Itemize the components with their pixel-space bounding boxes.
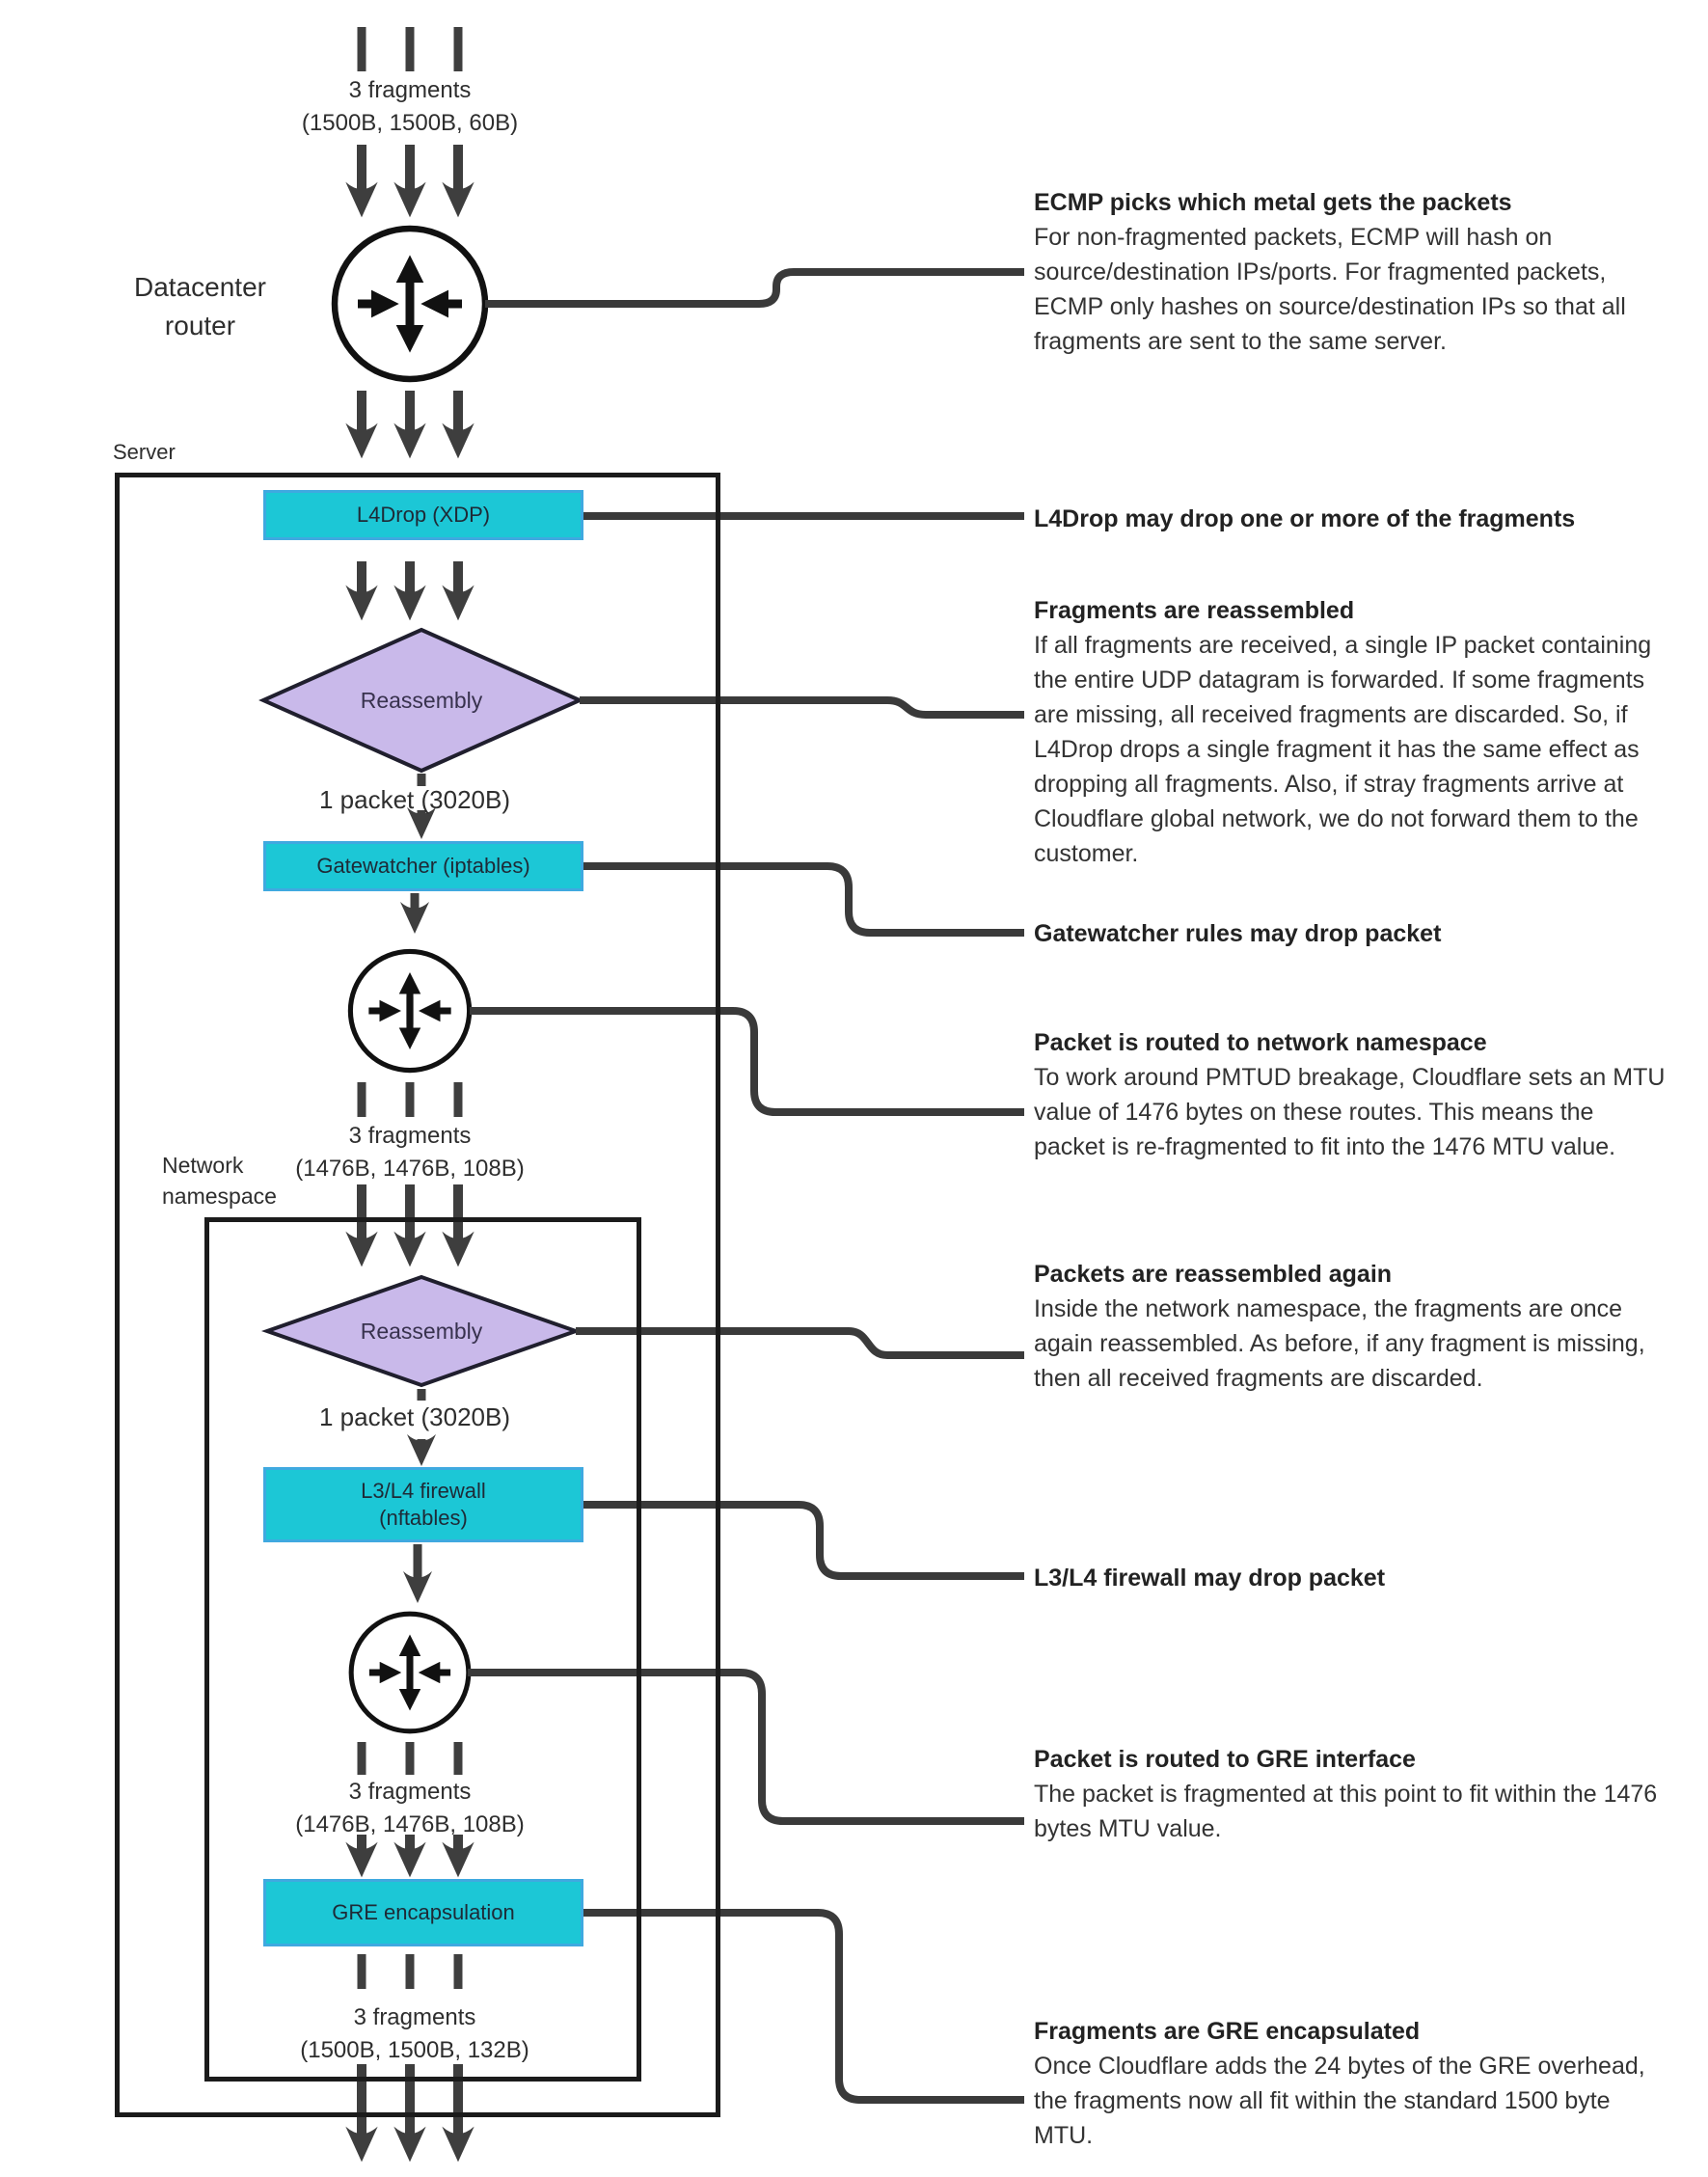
network-namespace-box [204, 1217, 641, 2082]
annotation-gre-encap [1034, 2014, 1670, 2153]
annotation-title: Fragments are GRE encapsulated [1034, 2018, 1421, 2045]
network-namespace-label: Network namespace [162, 1153, 277, 1209]
datacenter-router-label: Datacenter router [134, 272, 266, 340]
bottom-fragments-label: 3 fragments [353, 2004, 476, 2030]
reassembly1-label: Reassembly [360, 687, 483, 713]
annotation-gre-route [1034, 1742, 1670, 1846]
packet2-label: 1 packet (3020B) [318, 1402, 511, 1431]
mid-fragments-label: 3 fragments [348, 1123, 472, 1149]
packet1-label: 1 packet (3020B) [318, 785, 511, 814]
top-fragments-sizes: (1500B, 1500B, 60B) [301, 110, 519, 136]
reassembly2-label: Reassembly [360, 1318, 483, 1344]
top-fragments-label: 3 fragments [348, 77, 472, 103]
l4drop-box [263, 490, 583, 540]
annotation-body: To work around PMTUD breakage, Cloudflare sets an MTU value of 1476 bytes on these routes. This means the packet is re-fragmented to fit into the 1476 MTU value. [1034, 1064, 1666, 1160]
annotation-title: Packet is routed to GRE interface [1034, 1746, 1416, 1773]
annotation-body: Inside the network namespace, the fragments are once again reassembled. As before, if any fragment is missing, then all received fragments are discarded. [1034, 1295, 1645, 1392]
flow-arrows-into-server [362, 391, 458, 446]
annotation-l4drop [1034, 502, 1670, 536]
annotation-gatewatcher [1034, 916, 1670, 951]
annotation-body: If all fragments are received, a single IP packet containing the entire UDP datagram is forwarded. If some fragments are missing, all received fragments are discarded. So, if L4Drop drops a single fragment it has the same effect as dropping all fragments. Also, if stray fragments arrive at Cloudflare global network, we do not forward them to the customer. [1034, 632, 1652, 867]
l3l4-firewall-box [263, 1467, 583, 1542]
mid-fragments-sizes: (1476B, 1476B, 108B) [295, 1156, 525, 1182]
l3l4-firewall-label-line1: L3/L4 firewall [361, 1479, 486, 1503]
annotation-netns-route [1034, 1025, 1670, 1164]
l4drop-label: L4Drop (XDP) [356, 503, 491, 527]
annotation-title: Fragments are reassembled [1034, 597, 1355, 624]
server-label: Server [113, 440, 176, 464]
annotation-title: Packet is routed to network namespace [1034, 1029, 1487, 1056]
annotation-reassembled-again [1034, 1257, 1670, 1396]
datacenter-router-icon [335, 229, 485, 379]
annotation-body: The packet is fragmented at this point to fit within the 1476 bytes MTU value. [1034, 1781, 1658, 1842]
gre-fragments-label: 3 fragments [348, 1779, 472, 1805]
annotation-body: Once Cloudflare adds the 24 bytes of the GRE overhead, the fragments now all fit within the standard 1500 byte MTU. [1034, 2053, 1645, 2149]
gre-encapsulation-box [263, 1879, 583, 1946]
l3l4-firewall-label-line2: (nftables) [379, 1506, 468, 1530]
packet-dashes-top [362, 27, 458, 71]
annotation-ecmp [1034, 185, 1670, 359]
bottom-fragments-sizes: (1500B, 1500B, 132B) [300, 2037, 529, 2063]
flow-arrows-into-router1 [362, 145, 458, 204]
gre-fragments-sizes: (1476B, 1476B, 108B) [295, 1811, 525, 1837]
gatewatcher-label: Gatewatcher (iptables) [316, 854, 530, 878]
annotation-title: Packets are reassembled again [1034, 1261, 1393, 1288]
annotation-l3l4 [1034, 1561, 1670, 1595]
gatewatcher-box [263, 841, 583, 891]
annotation-title: L4Drop may drop one or more of the fragments [1034, 505, 1576, 532]
annotation-body: For non-fragmented packets, ECMP will hash on source/destination IPs/ports. For fragmented packets, ECMP only hashes on source/destination IPs so that all fragments are sent to the same server. [1034, 224, 1626, 355]
annotation-reassembled [1034, 593, 1670, 871]
annotation-title: Gatewatcher rules may drop packet [1034, 920, 1442, 947]
gre-encapsulation-label: GRE encapsulation [332, 1900, 515, 1924]
annotation-title: L3/L4 firewall may drop packet [1034, 1565, 1386, 1592]
annotation-title: ECMP picks which metal gets the packets [1034, 189, 1512, 216]
